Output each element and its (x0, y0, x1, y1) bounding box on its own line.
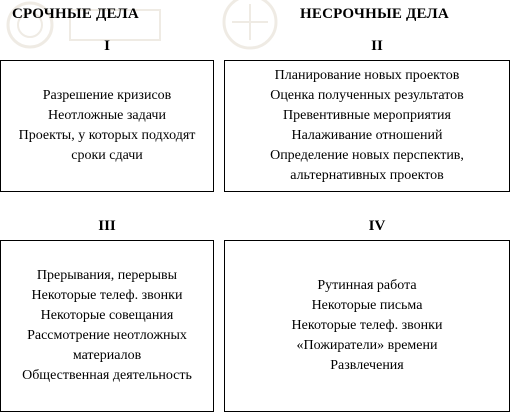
quadrant-2-numeral: II (371, 38, 383, 54)
quadrant-4-item: Некоторые письма (311, 298, 423, 313)
quadrant-2-item: Оценка полученных результатов (270, 88, 464, 103)
quadrant-2-box (224, 60, 510, 192)
quadrant-4-box (224, 240, 510, 412)
quadrant-4-item: Рутинная работа (317, 278, 417, 293)
quadrant-1-item: сроки сдачи (71, 148, 143, 163)
quadrant-3-item: Общественная деятельность (22, 368, 192, 383)
quadrant-2-item: Определение новых перспектив, (270, 148, 464, 163)
quadrant-1-item: Разрешение кризисов (42, 88, 172, 103)
quadrant-2-item: Планирование новых проектов (274, 68, 460, 83)
quadrant-3-box (0, 240, 214, 412)
quadrant-2-item: Превентивные мероприятия (283, 108, 451, 123)
quadrant-3-item: материалов (72, 348, 142, 363)
quadrant-3-item: Прерывания, перерывы (36, 268, 178, 283)
quadrant-1-numeral: I (104, 38, 110, 54)
heading-not-urgent: НЕСРОЧНЫЕ ДЕЛА (300, 6, 449, 22)
quadrant-1-box (0, 60, 214, 192)
quadrant-2-item: альтернативных проектов (290, 168, 444, 183)
quadrant-3-numeral: III (98, 218, 116, 234)
quadrant-1-item: Неотложные задачи (48, 108, 166, 123)
quadrant-3-item: Рассмотрение неотложных (27, 328, 187, 343)
quadrant-2-item: Налаживание отношений (291, 128, 443, 143)
quadrant-4-item: «Пожиратели» времени (296, 338, 438, 353)
heading-urgent: СРОЧНЫЕ ДЕЛА (12, 6, 139, 22)
quadrant-3-item: Некоторые совещания (40, 308, 174, 323)
quadrant-1-item: Проекты, у которых подходят (18, 128, 196, 143)
quadrant-4-numeral: IV (368, 218, 386, 234)
quadrant-3-item: Некоторые телеф. звонки (31, 288, 183, 303)
quadrant-4-item: Развлечения (330, 358, 404, 373)
quadrant-4-item: Некоторые телеф. звонки (291, 318, 443, 333)
